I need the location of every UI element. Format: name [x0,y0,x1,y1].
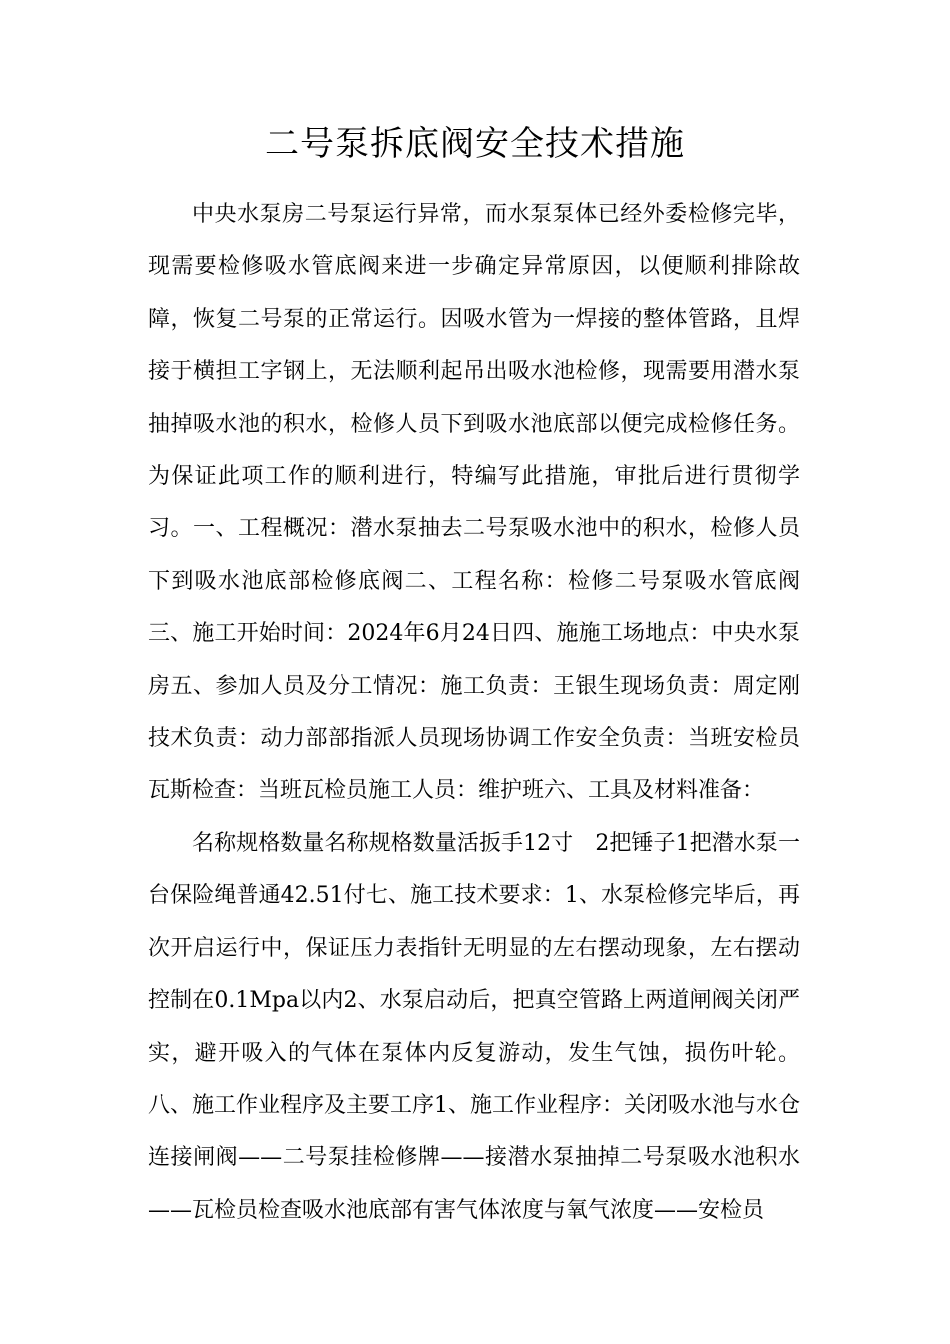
paragraph-2: 名称规格数量名称规格数量活扳手12寸 2把锤子1把潜水泵一台保险绳普通42.51付七、施工技术要求：1、水泵检修完毕后，再次开启运行中，保证压力表指针无明显的左右摆动现象，左右摆动控制在0.1Mpa以内2、水泵启动后，把真空管路上两道闸阀关闭严实，避开吸入的气体在泵体内反复游动，发生气蚀，损伤叶轮。八、施工作业程序及主要工序1、施工作业程序：关闭吸水池与水仓连接闸阀——二号泵挂检修牌——接潜水泵抽掉二号泵吸水池积水——瓦检员检查吸水池底部有害气体浓度与氧气浓度——安检员 [148,830,800,1223]
document-title: 二号泵拆底阀安全技术措施 [265,124,685,164]
paragraph-1: 中央水泵房二号泵运行异常，而水泵泵体已经外委检修完毕，现需要检修吸水管底阀来进一步确定异常原因，以便顺利排除故障，恢复二号泵的正常运行。因吸水管为一焊接的整体管路，且焊接于横担工字钢上，无法顺利起吊出吸水池检修，现需要用潜水泵抽掉吸水池的积水，检修人员下到吸水池底部以便完成检修任务。为保证此项工作的顺利进行，特编写此措施，审批后进行贯彻学习。一、工程概况：潜水泵抽去二号泵吸水池中的积水，检修人员下到吸水池底部检修底阀二、工程名称：检修二号泵吸水管底阀三、施工开始时间：2024年6月24日四、施施工场地点：中央水泵房五、参加人员及分工情况：施工负责：王银生现场负责：周定刚技术负责：动力部部指派人员现场协调工作安全负责：当班安检员瓦斯检查：当班瓦检员施工人员：维护班六、工具及材料准备： [148,202,800,804]
document-body [148,189,800,1237]
